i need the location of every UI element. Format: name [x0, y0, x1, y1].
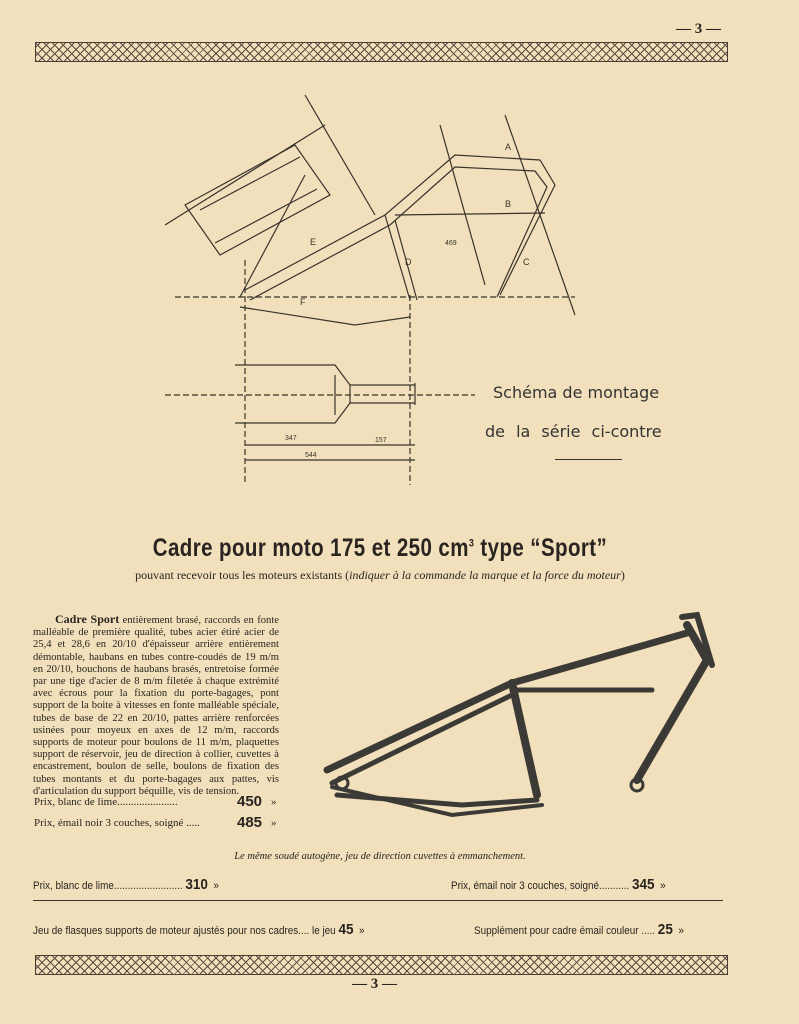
price-label: Prix, blanc de lime......................: [34, 796, 178, 808]
label-b: B: [505, 199, 512, 209]
price-label: Prix, émail noir 3 couches, soigné...........: [451, 880, 630, 892]
product-title: [68, 534, 691, 563]
label-d: D: [405, 257, 412, 267]
price-suffix: »: [271, 796, 277, 808]
diagram-caption-line1: Schéma de montage: [493, 383, 660, 402]
caption-underline: [555, 459, 622, 460]
extra-label: Supplément pour cadre émail couleur .....: [474, 925, 656, 937]
extra-label: Jeu de flasques supports de moteur ajustés pour nos cadres.... le jeu: [33, 925, 336, 937]
description-lead: Cadre Sport: [55, 612, 120, 626]
price-row-brased-blanc: [34, 793, 279, 810]
title-text: Cadre pour moto 175 et 250 cm: [152, 534, 469, 562]
product-description: [33, 613, 279, 798]
sport-frame-photo: [312, 605, 727, 830]
autogene-note: Le même soudé autogène, jeu de direction cuvettes à emmanchement.: [234, 851, 526, 862]
price-value: 345: [632, 876, 655, 893]
product-subtitle: [0, 568, 760, 583]
price-label: Prix, émail noir 3 couches, soigné .....: [34, 817, 200, 829]
diagram-caption-line2: de la série ci-contre: [485, 422, 662, 441]
extra-value: 25: [657, 921, 673, 938]
page-number-bottom: — 3 —: [352, 976, 397, 992]
title-type: type “Sport”: [474, 534, 608, 562]
price-row-brased-email: [34, 814, 279, 831]
price-value: 310: [185, 876, 208, 893]
label-c: C: [523, 257, 530, 267]
page-number-top: — 3 —: [676, 21, 721, 37]
label-544: 544: [305, 452, 317, 459]
label-f: F: [300, 297, 306, 307]
subtitle-italic: indiquer à la commande la marque et la force du moteur: [349, 568, 621, 582]
price-suffix: »: [213, 880, 219, 892]
label-a: A: [505, 142, 512, 152]
price-value: 485: [237, 814, 263, 831]
ornamental-border-top: [35, 42, 728, 62]
price-suffix: »: [271, 817, 277, 829]
price-row-autogene-email: [451, 876, 666, 893]
extra-flasques: [33, 921, 364, 938]
divider: [33, 900, 723, 901]
description-text: entièrement brasé, raccords en fonte malléable de première qualité, tubes acier étiré acier de 25,4 et 28,6 en 20/10 d'épaisseur arrière entièrement démontable, haubans en tubes contre-coudés de 19 m/m en 20/10, bouchons de haubans brasés, entretoise formée par une tige d'acier de 8 m/m filetée à chaque extrémité avec écrous pour la fixation du porte-bagages, pont support de la boite à vitesses en fonte malléable spéciale, tubes de base de 22 en 20/10, pattes arrière renforcées usinées pour moyeux en axes de 12 m/m, raccords supports de moteur pour boulons de 11 m/m, plaquettes support de réservoir, jeu de direction à collier, cuvettes à encastrement, boulon de selle, boulons de fixation des tubes montants et du porte-bagages aux pattes, vis d'articulation du support béquille, vis de tension.: [33, 615, 279, 797]
price-label: Prix, blanc de lime.........................: [33, 880, 183, 892]
title-superscript: 3: [468, 537, 475, 550]
extra-suffix: »: [358, 925, 365, 937]
price-suffix: »: [660, 880, 666, 892]
extra-suffix: »: [678, 925, 684, 937]
label-347: 347: [285, 435, 297, 442]
price-value: 450: [237, 793, 263, 810]
label-157: 157: [375, 437, 387, 444]
label-e: E: [310, 237, 317, 247]
ornamental-border-bottom: [35, 955, 728, 975]
label-469: 469: [445, 240, 457, 247]
subtitle-end: ): [620, 568, 625, 582]
extra-email-couleur: [474, 921, 684, 938]
price-row-autogene-blanc: [33, 876, 219, 893]
extra-value: 45: [338, 921, 354, 938]
subtitle-text: pouvant recevoir tous les moteurs existants (: [135, 568, 350, 582]
